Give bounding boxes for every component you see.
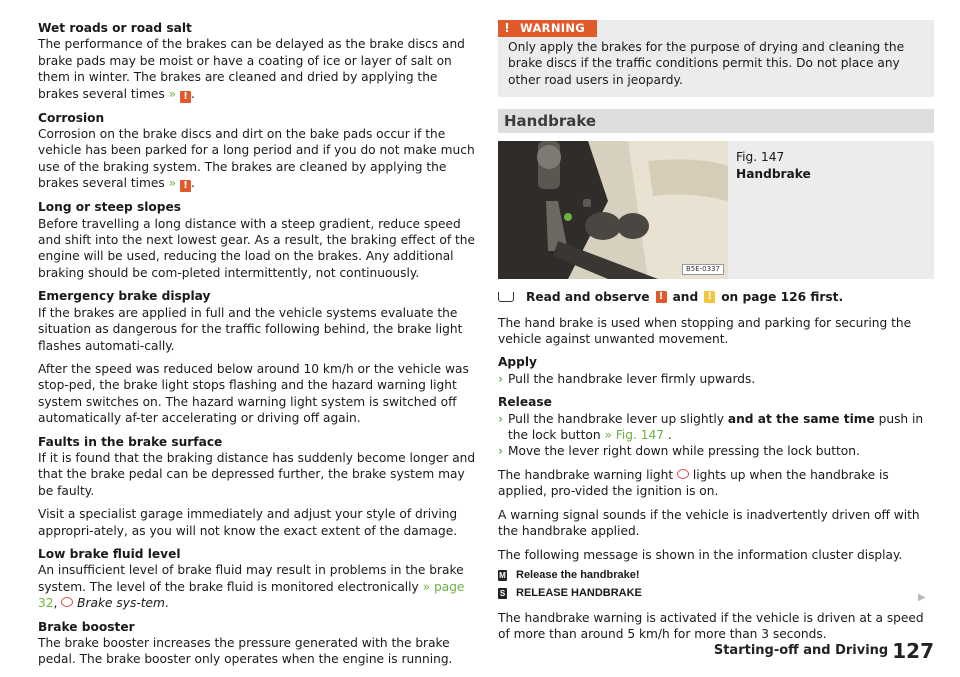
step1-end: . bbox=[667, 428, 672, 443]
footer-chapter: Starting-off and Driving bbox=[713, 643, 889, 658]
text-faults: If it is found that the braking distance has suddenly become longer and that the brake pedal can be depressed further, the brake system may be faulty. bbox=[38, 450, 476, 498]
warning-triangle-icon: ! bbox=[498, 20, 516, 37]
warning-box bbox=[498, 20, 934, 97]
section-corrosion: Corrosion Corrosion on the brake discs and dirt on the bake pads occur if the vehicle has been parked for a long period and if you do not make much use of the braking system. The brakes are cleaned by applying the brakes several times » ! . bbox=[38, 110, 475, 192]
figure-caption bbox=[728, 141, 934, 279]
section-wet-roads: Wet roads or road salt The performance of the brakes can be delayed as the brake discs and brake pads may be moist or have a coating of ice or layer of salt on them in winter. The brakes are cleaned and dried by applying the brakes several times » ! . bbox=[38, 20, 476, 103]
page-footer bbox=[713, 639, 934, 663]
heading-apply: Apply bbox=[498, 355, 538, 370]
lamp-b: lights up when the handbrake is applied, pro-vided the ignition is on. bbox=[498, 467, 889, 499]
read-first-line bbox=[498, 289, 934, 305]
ref-link[interactable]: » bbox=[168, 86, 177, 101]
figure bbox=[498, 141, 934, 279]
message-box-icon: M bbox=[499, 570, 506, 580]
figure-number: Fig. 147 bbox=[736, 150, 785, 165]
step-release-1-text bbox=[508, 411, 934, 444]
step-apply-text: Pull the handbrake lever firmly upwards. bbox=[508, 371, 756, 386]
message-1 bbox=[498, 567, 934, 583]
read-and: and bbox=[672, 290, 699, 305]
step-arrow-icon: › bbox=[498, 371, 504, 386]
message-1-text: Release the handbrake! bbox=[516, 568, 640, 581]
heading-emergency: Emergency brake display bbox=[38, 289, 211, 304]
text-booster: The brake booster increases the pressure generated with the brake pedal. The brake booster only operates when the engine is running. bbox=[38, 636, 453, 667]
warning-text: Only apply the brakes for the purpose of drying and cleaning the brake discs if the traffic conditions permit this. Do not place any other road users in jeopardy. bbox=[508, 40, 905, 87]
step1-a: Pull the handbrake lever up slightly bbox=[508, 411, 725, 426]
fig-link[interactable]: » Fig. 147 bbox=[604, 428, 665, 443]
heading-slopes: Long or steep slopes bbox=[38, 200, 182, 215]
heading-wet-roads: Wet roads or road salt bbox=[38, 21, 192, 35]
message-2-text: RELEASE HANDBRAKE bbox=[516, 587, 642, 600]
text-corrosion: Corrosion on the brake discs and dirt on the bake pads occur if the vehicle has been parked for a long period and if you do not make much use of the braking system. The brakes are cleaned by applying the brakes several times bbox=[38, 127, 475, 191]
step-release-2-text: Move the lever right down while pressing the lock button. bbox=[508, 444, 860, 459]
read-prefix: Read and observe bbox=[526, 290, 650, 305]
text-emergency: If the brakes are applied in full and the vehicle systems evaluate the situation as dangerous for the traffic following behind, the brake light flashes automati-cally. bbox=[38, 305, 463, 353]
note-icon: ! bbox=[704, 291, 715, 303]
handbrake-illustration bbox=[498, 141, 728, 279]
section-slopes bbox=[38, 199, 476, 281]
warning-header bbox=[498, 20, 924, 37]
warning-label: WARNING bbox=[516, 20, 597, 37]
text-wet-roads: The performance of the brakes can be delayed as the brake discs and brake pads may be moist or have a coating of ice or layer of salt on them in winter. The brakes are cleaned and dried by applying the brakes several times bbox=[38, 37, 465, 101]
section-release bbox=[498, 394, 934, 460]
text-intro: The hand brake is used when stopping and parking for securing the vehicle against unwanted movement. bbox=[498, 315, 912, 347]
step-apply bbox=[498, 371, 934, 387]
heading-fluid: Low brake fluid level bbox=[38, 546, 181, 561]
brake-lamp-icon bbox=[61, 597, 73, 607]
page-number: 127 bbox=[892, 639, 934, 663]
read-suffix: on page 126 first. bbox=[721, 290, 844, 305]
sep: , bbox=[53, 596, 58, 611]
step-release-2 bbox=[498, 443, 934, 459]
figure-title: Handbrake bbox=[736, 166, 811, 181]
section-booster bbox=[38, 619, 476, 668]
continue-arrow-icon: ▶ bbox=[918, 592, 926, 603]
text-activated: The handbrake warning is activated if the vehicle is driven at a speed of more than around 5 km/h for more than 3 seconds. bbox=[498, 610, 924, 642]
section-faults bbox=[38, 434, 476, 500]
text-msg-intro: The following message is shown in the information cluster display. bbox=[498, 547, 903, 562]
heading-release: Release bbox=[498, 395, 552, 410]
section-title: Handbrake bbox=[498, 109, 934, 133]
section-emergency bbox=[38, 288, 476, 354]
text-garage: Visit a specialist garage immediately and adjust your style of driving appropri-ately, as you will not know the exact extent of the damage. bbox=[38, 507, 458, 538]
end: . bbox=[164, 596, 169, 611]
warning-icon: ! bbox=[656, 291, 667, 303]
heading-corrosion: Corrosion bbox=[38, 110, 105, 125]
text-signal: A warning signal sounds if the vehicle is inadvertently driven off with the handbrake applied. bbox=[498, 507, 920, 539]
step-release-1 bbox=[498, 411, 934, 444]
step-arrow-icon: › bbox=[498, 444, 504, 459]
step1-c: push in the lock button bbox=[508, 411, 924, 443]
ref-link[interactable]: » bbox=[168, 176, 177, 191]
text-slopes: Before travelling a long distance with a steep gradient, reduce speed and shift into the next lowest gear. As a result, the braking effect of the engine will be used, reducing the load on the brakes. Any additional braking should be com-pleted intermittently, not continuously. bbox=[38, 216, 475, 280]
step-arrow-icon: › bbox=[498, 411, 504, 426]
warning-icon: ! bbox=[180, 91, 191, 103]
figure-code: B5E-0337 bbox=[682, 264, 724, 275]
section-apply bbox=[498, 354, 934, 387]
heading-booster: Brake booster bbox=[38, 619, 135, 634]
heading-faults: Faults in the brake surface bbox=[38, 434, 223, 449]
text-brake-system: Brake sys-tem bbox=[77, 596, 165, 611]
book-icon bbox=[498, 292, 514, 302]
text-after-speed: After the speed was reduced below around 10 km/h or the vehicle was stop-ped, the brake light stops flashing and the hazard warning light system switches on. The hazard warning light system is switched off automatically af-ter accelerating or driving off again. bbox=[38, 361, 469, 426]
message-box-icon: S bbox=[499, 589, 506, 599]
right-column bbox=[498, 20, 934, 650]
left-column bbox=[38, 20, 476, 675]
page-link[interactable]: » page 32 bbox=[38, 579, 465, 611]
brake-lamp-icon bbox=[677, 469, 689, 479]
lamp-a: The handbrake warning light bbox=[498, 467, 674, 482]
section-fluid bbox=[38, 546, 476, 612]
step1-b: and at the same time bbox=[727, 411, 875, 426]
text-fluid: An insufficient level of brake fluid may result in problems in the brake system. The level of the brake fluid is monitored electronically bbox=[38, 563, 464, 594]
message-2 bbox=[498, 585, 934, 601]
handbrake-photo bbox=[498, 141, 728, 279]
text-lamp bbox=[498, 467, 934, 500]
warning-icon: ! bbox=[180, 180, 191, 192]
